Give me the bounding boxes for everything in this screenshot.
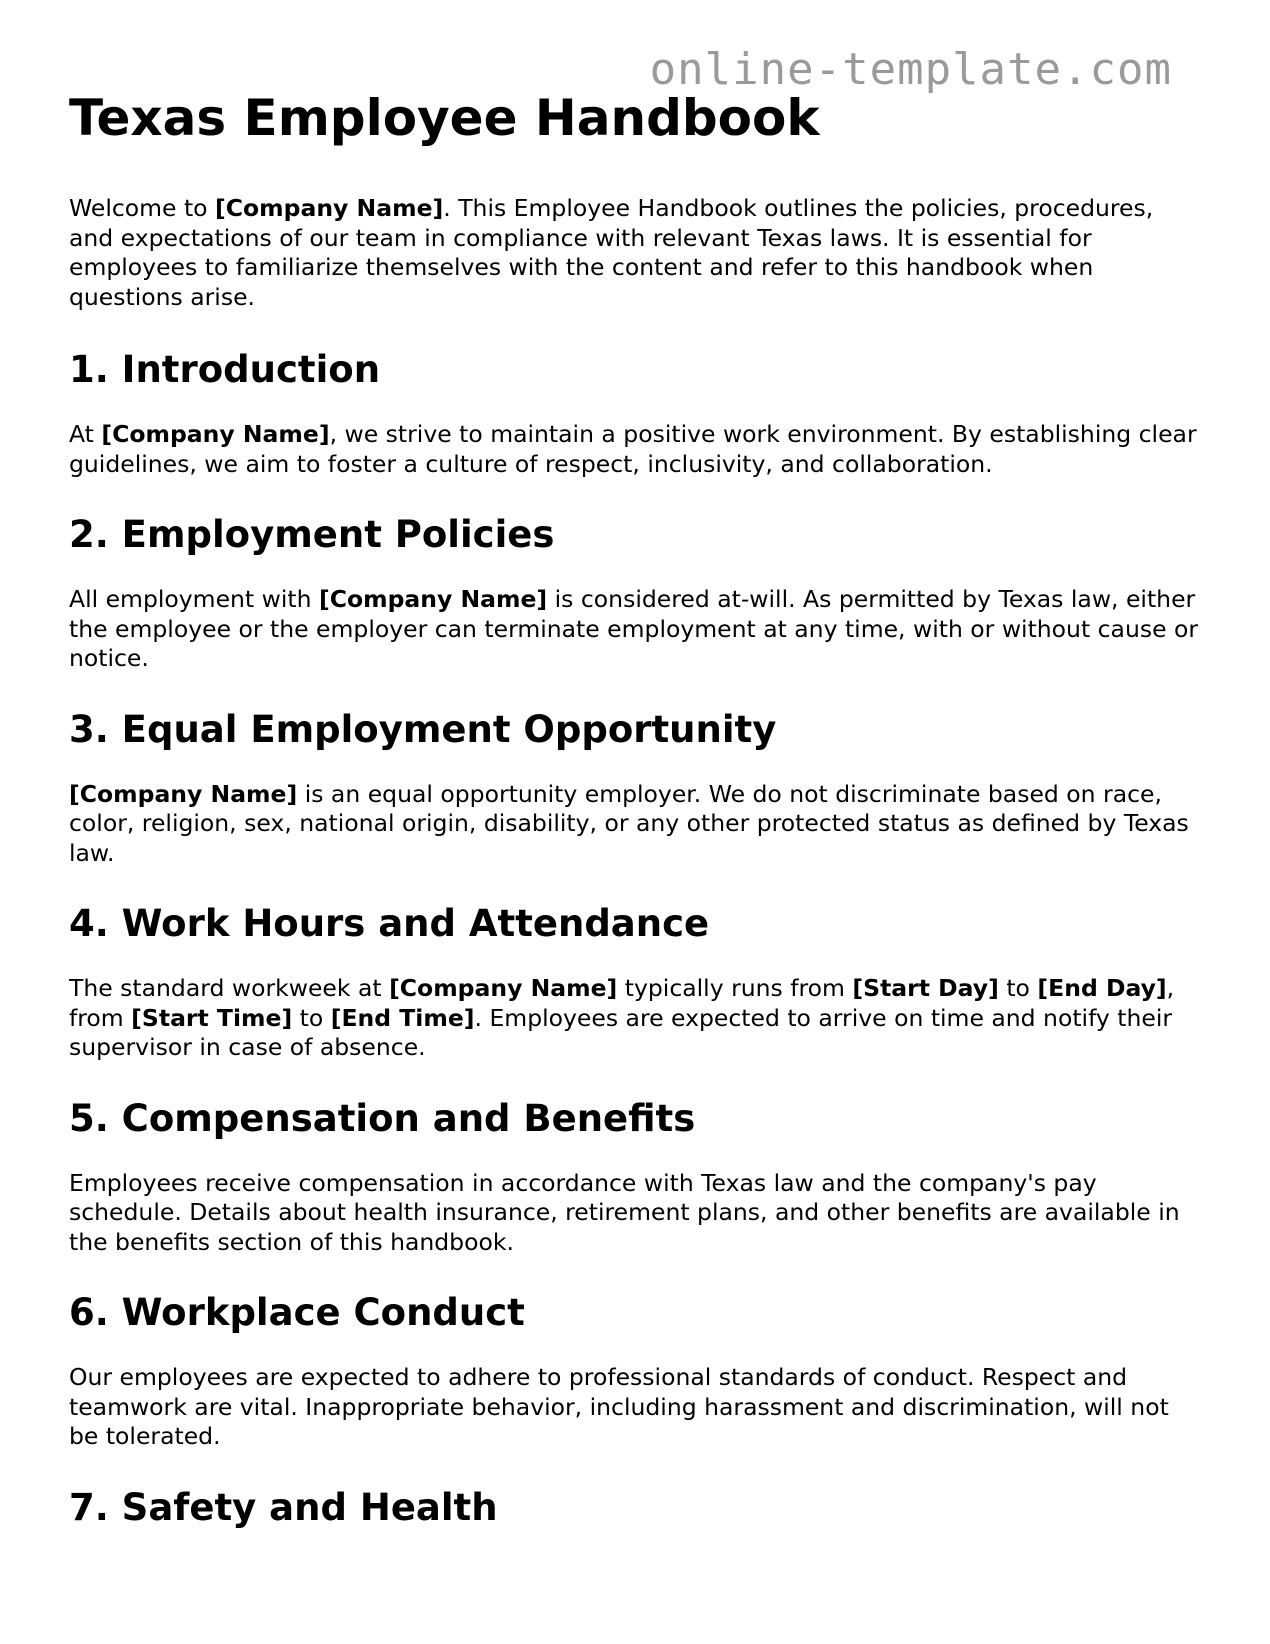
section-heading-work-hours: 4. Work Hours and Attendance [69, 902, 710, 945]
section-heading-workplace-conduct: 6. Workplace Conduct [69, 1291, 525, 1334]
company-name-placeholder: [Company Name] [101, 420, 330, 448]
section-body-workplace-conduct [69, 1363, 1199, 1452]
section-heading-equal-employment: 3. Equal Employment Opportunity [69, 707, 777, 751]
section-heading-employment-policies: 2. Employment Policies [69, 513, 555, 556]
section-text: is an equal opportunity employer. We do not discriminate based on race, color, religion, sex, national origin, disability, or any other protected status as defined by Texas law. [69, 779, 1189, 867]
document-content [69, 86, 1199, 1558]
section-text: is considered at-will. As permitted by Texas law, either the employee or the employer can terminate employment at any time, with or without cause or notice. [69, 585, 1199, 672]
intro-paragraph [69, 194, 1199, 312]
company-name-placeholder: [Company Name] [215, 194, 444, 222]
company-name-placeholder: [Company Name] [389, 974, 618, 1002]
section-text: to [292, 1003, 331, 1032]
section-body-employment-policies [69, 585, 1199, 674]
section-text: to [998, 974, 1038, 1002]
section-text: Our employees are expected to adhere to professional standards of conduct. Respect and teamwork are vital. Inappropriate behavior, including harassment and discrimination, will not be tolerated. [69, 1363, 1169, 1450]
section-body-work-hours [69, 974, 1199, 1063]
section-heading-safety-health: 7. Safety and Health [69, 1485, 498, 1529]
watermark: online-template.com [649, 44, 1172, 95]
company-name-placeholder: [Company Name] [69, 779, 298, 808]
section-text: The standard workweek at [69, 974, 390, 1002]
section-text: , from [69, 974, 1175, 1032]
section-text: At [69, 420, 102, 448]
section-body-introduction [69, 420, 1199, 479]
start-day-placeholder: [Start Day] [852, 974, 999, 1002]
section-body-equal-employment [69, 780, 1199, 869]
intro-text-2: . This Employee Handbook outlines the policies, procedures, and expectations of our team in compliance with relevant Texas laws. It is essential for employees to familiarize themselves with the content and refer to this handbook when questions arise. [69, 194, 1154, 311]
section-text: typically runs from [617, 974, 853, 1002]
section-text: , we strive to maintain a positive work environment. By establishing clear guidelines, we aim to foster a culture of respect, inclusivity, and collaboration. [69, 420, 1197, 478]
section-heading-compensation: 5. Compensation and Benefits [69, 1096, 696, 1140]
end-day-placeholder: [End Day] [1037, 974, 1167, 1002]
start-time-placeholder: [Start Time] [131, 1003, 293, 1032]
intro-text-1: Welcome to [69, 194, 216, 222]
page-title: Texas Employee Handbook [69, 89, 820, 147]
company-name-placeholder: [Company Name] [318, 585, 548, 613]
section-text: All employment with [69, 585, 319, 613]
section-text: . Employees are expected to arrive on time and notify their supervisor in case of absence. [69, 1003, 1173, 1061]
section-heading-introduction: 1. Introduction [69, 348, 381, 391]
end-time-placeholder: [End Time] [330, 1003, 475, 1032]
section-text: Employees receive compensation in accordance with Texas law and the company's pay schedule. Details about health insurance, retirement plans, and other benefits are available in the benefits section of this handbook. [69, 1168, 1180, 1256]
section-body-compensation [69, 1169, 1199, 1258]
